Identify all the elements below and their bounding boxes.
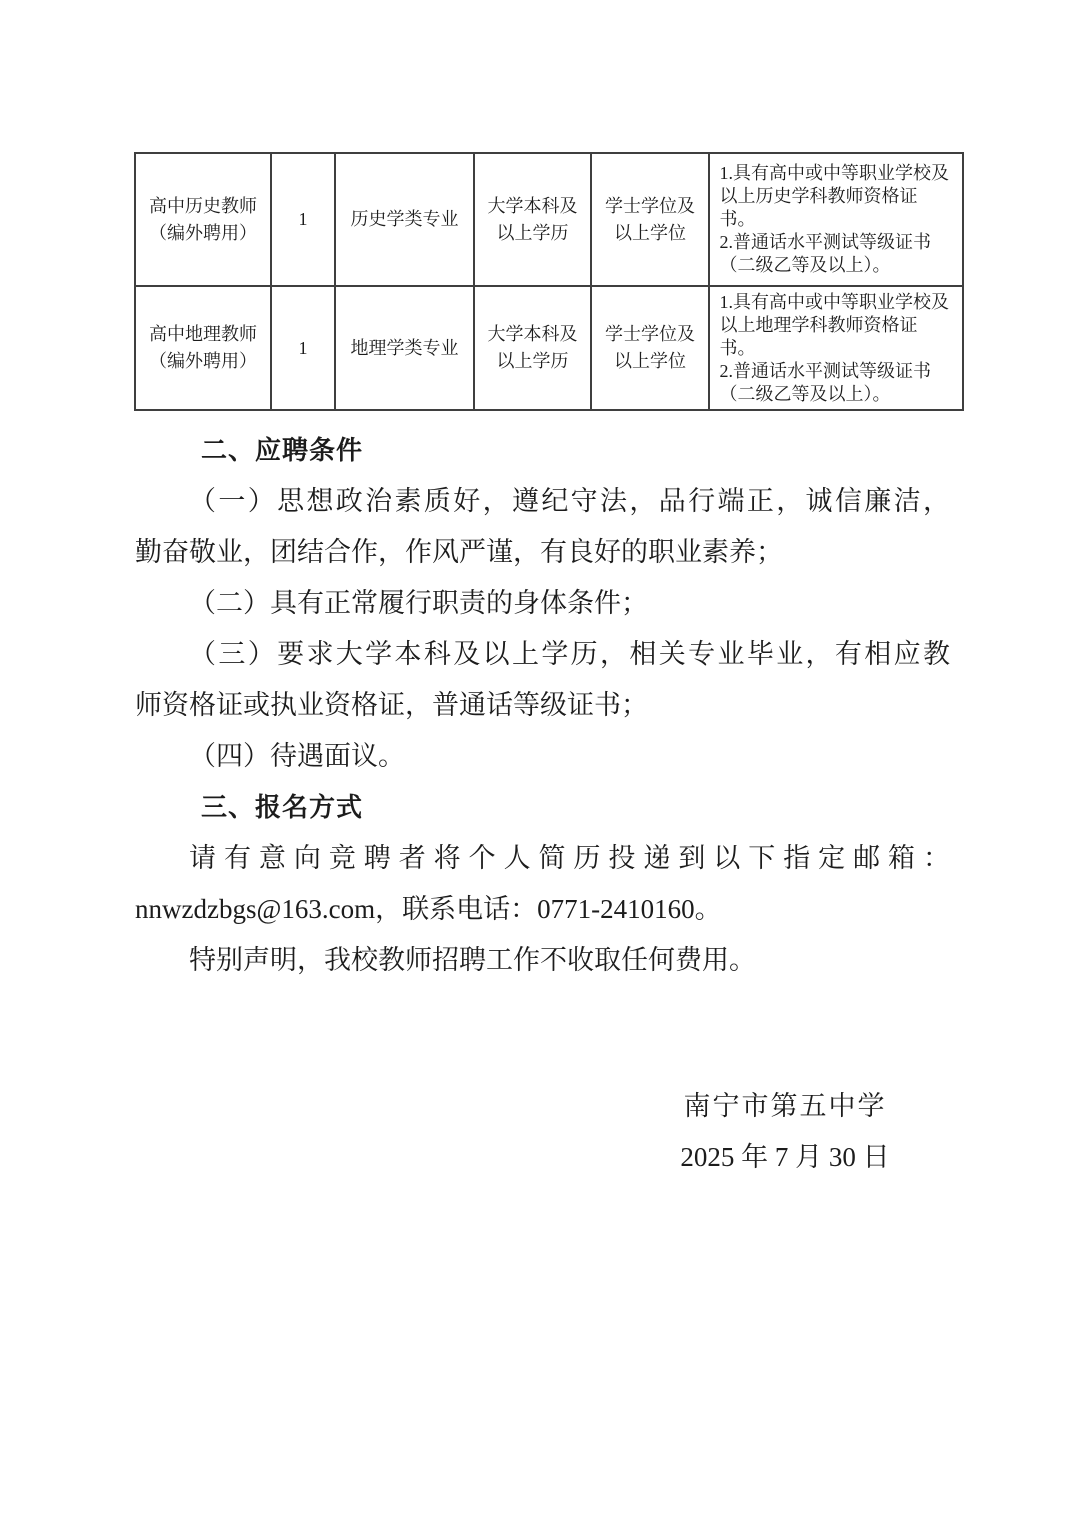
- requirements-cell: [709, 286, 963, 410]
- position-text: 高中历史教师（编外聘用）: [149, 195, 257, 243]
- section-heading-requirements: 二、应聘条件: [201, 435, 364, 465]
- degree-cell: [591, 153, 709, 286]
- signature-organization: 南宁市第五中学: [683, 1091, 887, 1121]
- position-cell: [135, 153, 271, 286]
- requirements-cell: [709, 153, 963, 286]
- requirements-list: [720, 162, 953, 277]
- education-cell: [474, 286, 591, 410]
- paragraph-line: （三）要求大学本科及以上学历，相关专业毕业，有相应教: [189, 639, 950, 669]
- paragraph-line: （一）思想政治素质好，遵纪守法，品行端正，诚信廉洁，: [189, 486, 950, 516]
- requirement-item: 2.普通话水平测试等级证书（二级乙等及以上）。: [719, 360, 931, 404]
- paragraph-line: 勤奋敬业，团结合作，作风严谨，有良好的职业素养；: [135, 537, 783, 567]
- headcount-cell: 1: [271, 153, 335, 286]
- degree-cell: [591, 286, 709, 410]
- requirement-item: 1.具有高中或中等职业学校及以上地理学科教师资格证书。: [719, 291, 949, 358]
- major-cell: 地理学类专业: [335, 286, 474, 410]
- position-text: 高中地理教师（编外聘用）: [149, 324, 257, 371]
- position-cell: [135, 286, 271, 410]
- degree-text: 学士学位及以上学位: [605, 195, 695, 243]
- requirement-item: 1.具有高中或中等职业学校及以上历史学科教师资格证书。: [719, 163, 949, 229]
- table-row-history-teacher: [135, 153, 963, 286]
- requirement-item: 2.普通话水平测试等级证书（二级乙等及以上）。: [719, 232, 931, 275]
- headcount-cell: 1: [271, 286, 335, 410]
- table-row-geography-teacher: [135, 286, 963, 410]
- disclaimer-line: 特别声明，我校教师招聘工作不收取任何费用。: [189, 945, 756, 975]
- recruitment-table: [134, 152, 964, 411]
- education-cell: [474, 153, 591, 286]
- requirements-list: [720, 291, 953, 406]
- major-cell: 历史学类专业: [335, 153, 474, 286]
- degree-text: 学士学位及以上学位: [605, 324, 695, 371]
- paragraph-line: （二）具有正常履行职责的身体条件；: [189, 588, 648, 618]
- education-text: 大学本科及以上学历: [487, 195, 578, 243]
- contact-line: nnwzdzbgs@163.com，联系电话：0771-2410160。: [135, 894, 722, 924]
- section-heading-application: 三、报名方式: [201, 792, 364, 822]
- education-text: 大学本科及以上学历: [487, 324, 578, 371]
- signature-date: 2025 年 7 月 30 日: [680, 1142, 890, 1172]
- signature-block: [620, 1081, 950, 1183]
- paragraph-line: （四）待遇面议。: [189, 741, 405, 771]
- document-body: [135, 425, 950, 1183]
- paragraph-line: 请有意向竞聘者将个人简历投递到以下指定邮箱：: [189, 843, 950, 873]
- paragraph-line: 师资格证或执业资格证，普通话等级证书；: [135, 690, 648, 720]
